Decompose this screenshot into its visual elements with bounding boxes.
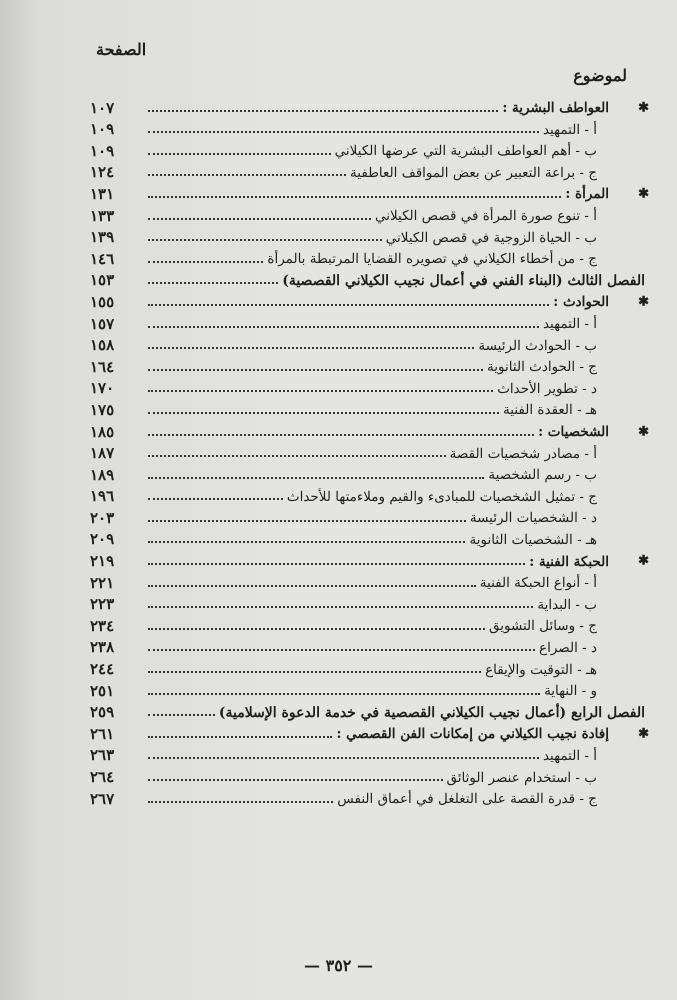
toc-entry	[90, 159, 645, 181]
dot-leader	[148, 347, 474, 349]
asterisk-bullet-icon: ✱	[638, 424, 649, 440]
dot-leader	[148, 153, 331, 155]
toc-entry-title: هـ - التوقيت والإيقاع	[485, 661, 597, 678]
toc-entry-page-number: ٢٦٤	[90, 768, 115, 786]
toc-entry-page-number: ١٥٨	[90, 336, 115, 355]
toc-entry-page-number: ١٤٦	[90, 249, 115, 268]
toc-entry-page-number: ٢٢٣	[90, 595, 115, 614]
toc-entry-title: ب - أهم العواطف البشرية التي عرضها الكيلاني	[334, 143, 597, 160]
toc-entry-page-number: ١٣٣	[90, 206, 115, 225]
toc-entry	[90, 267, 645, 289]
dot-leader	[148, 455, 446, 457]
toc-entry	[90, 180, 649, 203]
dot-leader	[148, 174, 346, 176]
toc-entry	[90, 396, 645, 418]
toc-entry-page-number: ١٠٩	[90, 141, 115, 160]
toc-entry	[90, 332, 645, 354]
dot-leader	[148, 282, 278, 284]
toc-entry-page-number: ١٥٣	[90, 271, 115, 290]
toc-entry-page-number: ١٦٤	[90, 357, 115, 376]
toc-entry-title: ج - وسائل التشويق	[488, 618, 597, 635]
toc-entry-page-number: ١٠٩	[90, 120, 115, 139]
dot-leader	[148, 196, 561, 198]
toc-entry-title: أ - التمهيد	[542, 316, 597, 333]
dot-leader	[148, 563, 525, 565]
toc-entry-title: و - النهاية	[544, 683, 597, 700]
toc-entry	[90, 634, 645, 656]
asterisk-bullet-icon: ✱	[638, 186, 649, 202]
toc-entry	[90, 375, 645, 397]
toc-entry-title: العواطف البشرية :	[502, 100, 609, 117]
toc-entry-title: ب - البداية	[537, 596, 597, 613]
toc-entry-page-number: ١٥٧	[90, 314, 115, 333]
toc-entry	[90, 288, 649, 311]
toc-entry-page-number: ٢٠٩	[90, 530, 115, 549]
dot-leader	[148, 412, 499, 414]
dot-leader	[148, 218, 371, 220]
dot-leader	[148, 110, 498, 112]
toc-entry-title: أ - التمهيد	[542, 121, 597, 138]
toc-entry	[90, 353, 645, 375]
asterisk-bullet-icon: ✱	[638, 100, 649, 116]
toc-entry-title: ج - قدرة القصة على التغلغل في أعماق النفس	[337, 791, 597, 808]
dot-leader	[148, 326, 539, 328]
toc-entry-title: الفصل الرابع (أعمال نجيب الكيلاني القصصية في خدمة الدعوة الإسلامية)	[218, 705, 645, 722]
page-number-footer: — ٣٥٢ —	[304, 956, 373, 975]
toc-entry-title: ب - استخدام عنصر الوثائق	[446, 769, 597, 786]
dot-leader	[148, 498, 283, 500]
toc-entry-title: الشخصيات :	[538, 424, 609, 440]
toc-entry	[90, 612, 645, 634]
page-column-header: الصفحة	[96, 40, 147, 59]
toc-entry-page-number: ٢٤٤	[90, 660, 115, 679]
toc-entry-title: ج - الحوادث الثانوية	[487, 359, 597, 376]
toc-entry	[90, 591, 645, 613]
toc-entry	[90, 418, 649, 441]
toc-entry-title: ج - براعة التعبير عن بعض المواقف العاطفية	[350, 164, 597, 181]
dot-leader	[148, 239, 382, 241]
toc-entry-page-number: ١٨٧	[90, 444, 115, 463]
toc-entry-page-number: ١٠٧	[90, 98, 115, 117]
asterisk-bullet-icon: ✱	[638, 553, 649, 569]
toc-entry-page-number: ١٣٩	[90, 228, 115, 247]
toc-entry-page-number: ٢١٩	[90, 552, 115, 571]
toc-entry	[90, 461, 645, 483]
dot-leader	[148, 541, 465, 543]
toc-entry	[90, 677, 645, 699]
dot-leader	[148, 693, 540, 695]
dot-leader	[148, 714, 215, 716]
toc-entry-title: إفادة نجيب الكيلاني من إمكانات الفن القصصي :	[336, 726, 609, 743]
dot-leader	[148, 779, 443, 781]
asterisk-bullet-icon: ✱	[638, 726, 649, 742]
toc-entry	[90, 763, 645, 785]
toc-entry	[90, 224, 645, 246]
toc-entry-title: ب - الحوادث الرئيسة	[478, 337, 597, 354]
toc-entry	[90, 569, 645, 591]
dot-leader	[148, 390, 493, 392]
toc-entry-title: ج - تمثيل الشخصيات للمبادىء والقيم وملاءمتها للأحداث	[286, 488, 597, 505]
toc-entry-title: ج - من أخطاء الكيلاني في تصويره القضايا المرتبطة بالمرأة	[267, 251, 597, 268]
toc-entry-page-number: ٢٦٣	[90, 746, 115, 765]
topic-column-header: لموضوع	[573, 66, 627, 85]
toc-entry	[90, 94, 649, 117]
toc-entry-title: د - الصراع	[539, 639, 597, 656]
toc-entry	[90, 310, 645, 332]
toc-entry-page-number: ١٣١	[90, 184, 115, 203]
toc-entry	[90, 202, 645, 224]
toc-entry-title: هـ - العقدة الفنية	[503, 402, 597, 419]
toc-entry	[90, 720, 649, 743]
toc-entry-title: د - تطوير الأحداث	[497, 380, 597, 397]
toc-entry	[90, 547, 649, 571]
toc-entry-page-number: ١٢٤	[90, 163, 115, 182]
toc-entry-page-number: ١٥٥	[90, 292, 115, 311]
toc-entry	[90, 245, 645, 267]
toc-entry	[90, 137, 645, 159]
toc-entry	[90, 483, 645, 505]
toc-entry-title: أ - مصادر شخصيات القصة	[449, 445, 597, 462]
toc-entry	[90, 655, 645, 677]
dot-leader	[148, 671, 481, 673]
toc-entry-title: الفصل الثالث (البناء الفني في أعمال نجيب الكيلاني القصصية)	[282, 273, 645, 290]
toc-entry	[90, 785, 645, 807]
dot-leader	[148, 369, 483, 371]
dot-leader	[148, 606, 533, 608]
table-of-contents	[90, 94, 649, 808]
toc-entry-page-number: ١٩٦	[90, 487, 115, 506]
toc-entry	[90, 504, 645, 526]
dot-leader	[148, 736, 332, 738]
toc-entry	[90, 742, 645, 764]
toc-entry-page-number: ٢٥١	[90, 681, 115, 700]
dot-leader	[148, 477, 484, 479]
toc-entry-page-number: ٢٦٧	[90, 789, 115, 808]
toc-entry-title: أ - التمهيد	[542, 747, 597, 764]
toc-entry-title: الحوادث :	[553, 294, 609, 311]
toc-entry-page-number: ١٨٩	[90, 465, 115, 484]
dot-leader	[148, 261, 263, 263]
toc-entry	[90, 526, 645, 548]
toc-entry-page-number: ٢٢١	[90, 573, 115, 592]
toc-entry-page-number: ٢٦١	[90, 724, 115, 743]
toc-entry-page-number: ١٧٠	[90, 379, 115, 398]
toc-entry-title: ب - الحياة الزوجية في قصص الكيلاني	[385, 229, 597, 246]
dot-leader	[148, 434, 534, 436]
toc-entry-page-number: ١٨٥	[90, 422, 115, 441]
toc-entry-page-number: ٢٠٣	[90, 508, 115, 527]
dot-leader	[148, 757, 539, 759]
toc-entry-title: أ - تنوع صورة المرأة في قصص الكيلاني	[374, 208, 597, 225]
toc-entry	[90, 440, 645, 462]
toc-entry-page-number: ٢٥٩	[90, 703, 115, 722]
toc-entry-page-number: ١٧٥	[90, 400, 115, 419]
toc-entry	[90, 699, 645, 721]
dot-leader	[148, 131, 539, 133]
asterisk-bullet-icon: ✱	[638, 294, 649, 310]
toc-entry-title: هـ - الشخصيات الثانوية	[469, 531, 597, 548]
toc-entry-title: د - الشخصيات الرئيسة	[469, 510, 597, 527]
toc-entry-page-number: ٢٣٨	[90, 638, 115, 657]
dot-leader	[148, 649, 535, 651]
toc-entry-title: المرأة :	[565, 186, 609, 203]
dot-leader	[148, 628, 485, 630]
dot-leader	[148, 304, 549, 306]
toc-entry-title: ب - رسم الشخصية	[488, 467, 597, 484]
dot-leader	[148, 520, 466, 522]
dot-leader	[148, 585, 476, 587]
toc-entry-page-number: ٢٣٤	[90, 616, 115, 635]
toc-entry-title: أ - أنواع الحبكة الفنية	[479, 575, 597, 592]
toc-entry-title: الحبكة الفنية :	[529, 553, 609, 570]
toc-entry	[90, 116, 645, 138]
dot-leader	[148, 801, 333, 803]
